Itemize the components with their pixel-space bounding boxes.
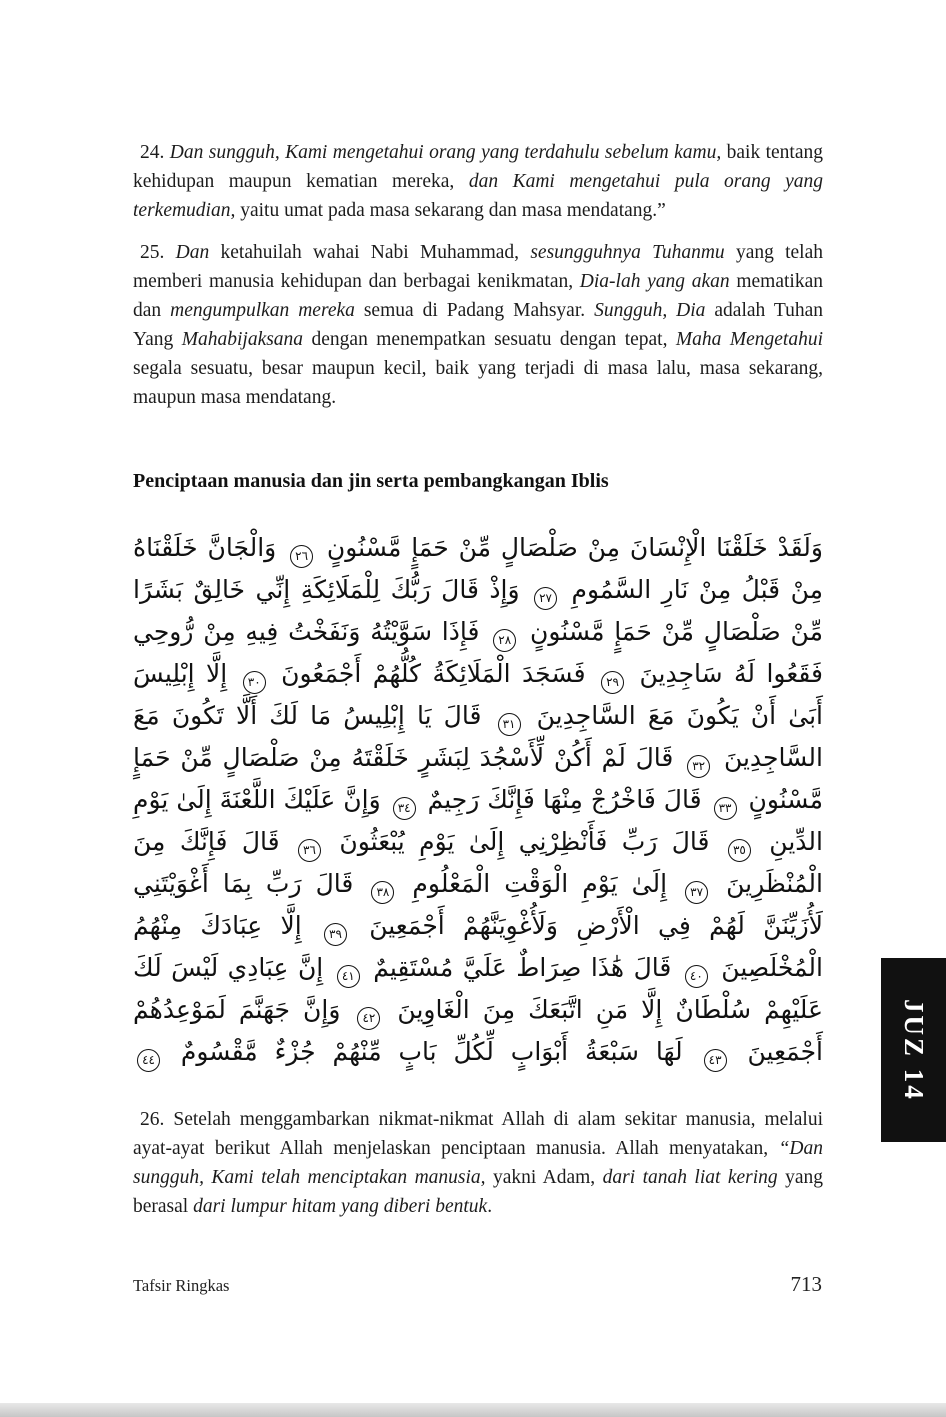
paragraph-26 (133, 1105, 823, 1221)
ayah-number-marker: ٣٨ (371, 881, 394, 904)
verse-text: لَهَا سَبْعَةُ أَبْوَابٍ لِّكُلِّ بَابٍ مِّنْهُمْ جُزْءٌ مَّقْسُومٌ (164, 1037, 683, 1066)
ayah-number-marker: ٣٥ (728, 839, 751, 862)
ayah-number-marker: ٣٦ (298, 839, 321, 862)
verse-text: قَالَ هَٰذَا صِرَاطٌ عَلَيَّ مُسْتَقِيمٌ (363, 953, 672, 982)
verse-text: إِنَّ عِبَادِي لَيْسَ لَكَ عَلَيْهِمْ سُلْطَانٌ إِلَّا مَنِ اتَّبَعَكَ مِنَ الْغَاوِينَ (133, 953, 823, 1024)
verse-text: فَسَجَدَ الْمَلَائِكَةُ كُلُّهُمْ أَجْمَعُونَ (269, 659, 586, 688)
footer-page-number: 713 (790, 1272, 822, 1296)
ayah-number-marker: ٢٨ (493, 629, 516, 652)
verse-text: قَالَ رَبِّ بِمَا أَغْوَيْتَنِي لَأُزَيِّنَنَّ لَهُمْ فِي الْأَرْضِ وَلَأُغْوِيَنَّهُمْ أَجْمَعِينَ (133, 869, 823, 940)
ayah-number-marker: ٣٧ (685, 881, 708, 904)
juz-tab: JUZ 14 (881, 958, 946, 1142)
footer-book-title: Tafsir Ringkas (133, 1276, 230, 1295)
text-run: segala sesuatu, besar maupun kecil, baik yang terjadi di masa lalu, masa sekarang, maupun masa mendatang. (133, 358, 823, 408)
ayah-number-marker: ٢٦ (290, 545, 313, 568)
verse-text: فَإِذَا سَوَّيْتُهُ وَنَفَخْتُ فِيهِ مِنْ رُّوحِي فَقَعُوا لَهُ سَاجِدِينَ (133, 617, 823, 688)
text-run: yang telah memberi manusia kehidupan dan berbagai kenikmatan, (133, 242, 824, 292)
text-run-italic: dan Kami mengetahui pula orang yang terkemudian, (133, 171, 823, 221)
verse-text: إِلَّا إِبْلِيسَ أَبَىٰ أَنْ يَكُونَ مَعَ السَّاجِدِينَ (133, 659, 823, 730)
ayah-number-marker: ٤١ (337, 965, 360, 988)
text-run: yakni Adam, (485, 1167, 603, 1188)
ayah-number-marker: ٣٠ (243, 671, 266, 694)
ayah-number-marker: ٢٩ (601, 671, 624, 694)
ayah-number-marker: ٤٢ (357, 1007, 380, 1030)
text-run: adalah Tuhan Yang (133, 300, 824, 350)
ayah-number-marker: ٣٢ (687, 755, 710, 778)
text-run: dengan menempatkan sesuatu dengan tepat, (303, 329, 676, 350)
text-run-italic: mengumpulkan mereka (170, 300, 355, 321)
ayah-number-marker: ٢٧ (534, 587, 557, 610)
verse-text: وَالْجَانَّ خَلَقْنَاهُ مِنْ قَبْلُ مِنْ نَارِ السَّمُومِ (133, 533, 824, 604)
text-run-italic: dari lumpur hitam yang diberi bentuk (193, 1196, 488, 1217)
text-run-italic: Maha Mengetahui (675, 329, 823, 350)
text-run-italic: sesungguhnya Tuhanmu (530, 242, 725, 263)
verse-text: إِلَّا عِبَادَكَ مِنْهُمُ الْمُخْلَصِينَ (133, 911, 823, 982)
verse-text: قَالَ رَبِّ فَأَنْظِرْنِي إِلَىٰ يَوْمِ يُبْعَثُونَ (324, 827, 710, 856)
text-run: yaitu umat pada masa sekarang dan masa mendatang.” (235, 200, 666, 221)
verse-text: وَإِذْ قَالَ رَبُّكَ لِلْمَلَائِكَةِ إِنِّي خَالِقٌ بَشَرًا مِّنْ صَلْصَالٍ مِّنْ حَمَإٍ مَّسْنُونٍ (133, 575, 823, 646)
ayah-number-marker: ٤٤ (137, 1049, 160, 1072)
paragraph-25 (133, 238, 823, 412)
verse-text: وَلَقَدْ خَلَقْنَا الْإِنْسَانَ مِنْ صَلْصَالٍ مِّنْ حَمَإٍ مَّسْنُونٍ (317, 533, 823, 562)
verse-text: قَالَ لَمْ أَكُنْ لِّأَسْجُدَ لِبَشَرٍ خَلَقْتَهُ مِنْ صَلْصَالٍ مِّنْ حَمَإٍ مَّسْنُونٍ (133, 743, 823, 814)
text-run: 26. Setelah menggambarkan nikmat-nikmat Allah di alam sekitar manusia, melalui ayat-ayat berikut Allah menjelaskan penciptaan manusia. Allah menyatakan, (133, 1109, 823, 1159)
ayah-number-marker: ٣٩ (324, 923, 347, 946)
ayah-number-marker: ٣٤ (393, 797, 416, 820)
text-run: . (487, 1196, 493, 1217)
text-run-italic: Mahabijaksana (181, 329, 304, 350)
text-run-italic: Sungguh, Dia (594, 300, 706, 321)
verse-text: قَالَ فَإِنَّكَ مِنَ الْمُنْظَرِينَ (133, 827, 823, 898)
page-footer (133, 1272, 822, 1297)
text-run: 24. (140, 142, 170, 163)
text-run: 25. (140, 242, 176, 263)
text-run: ketahuilah wahai Nabi Muhammad, (209, 242, 531, 263)
text-run: mematikan dan (133, 271, 823, 321)
text-run-italic: “Dan sungguh, Kami telah menciptakan manusia, (133, 1138, 823, 1188)
text-run: yang berasal (133, 1167, 824, 1217)
verse-text: قَالَ فَاخْرُجْ مِنْهَا فَإِنَّكَ رَجِيمٌ (419, 785, 702, 814)
page-bottom-edge (0, 1403, 946, 1417)
page-content (133, 138, 823, 1234)
text-run-italic: Dan sungguh, Kami mengetahui orang yang terdahulu sebelum kamu, (169, 142, 722, 163)
arabic-verses-block (133, 527, 823, 1073)
ayah-number-marker: ٤٣ (704, 1049, 727, 1072)
ayah-number-marker: ٤٠ (685, 965, 708, 988)
verse-text: قَالَ يَا إِبْلِيسُ مَا لَكَ أَلَّا تَكُونَ مَعَ السَّاجِدِينَ (133, 701, 823, 772)
text-run: semua di Padang Mahsyar. (354, 300, 595, 321)
verse-text: وَإِنَّ جَهَنَّمَ لَمَوْعِدُهُمْ أَجْمَعِينَ (133, 995, 824, 1066)
ayah-number-marker: ٣٣ (714, 797, 737, 820)
text-run-italic: Dan (175, 242, 210, 263)
verse-text: وَإِنَّ عَلَيْكَ اللَّعْنَةَ إِلَىٰ يَوْمِ الدِّينِ (133, 785, 823, 856)
section-heading: Penciptaan manusia dan jin serta pembangkangan Iblis (133, 470, 609, 492)
paragraph-24 (133, 138, 823, 225)
ayah-number-marker: ٣١ (498, 713, 521, 736)
text-run-italic: dari tanah liat kering (602, 1167, 778, 1188)
text-run-italic: Dia-lah yang akan (579, 271, 730, 292)
text-run: baik tentang kehidupan maupun kematian mereka, (133, 142, 824, 192)
verse-text: إِلَىٰ يَوْمِ الْوَقْتِ الْمَعْلُومِ (398, 869, 668, 898)
